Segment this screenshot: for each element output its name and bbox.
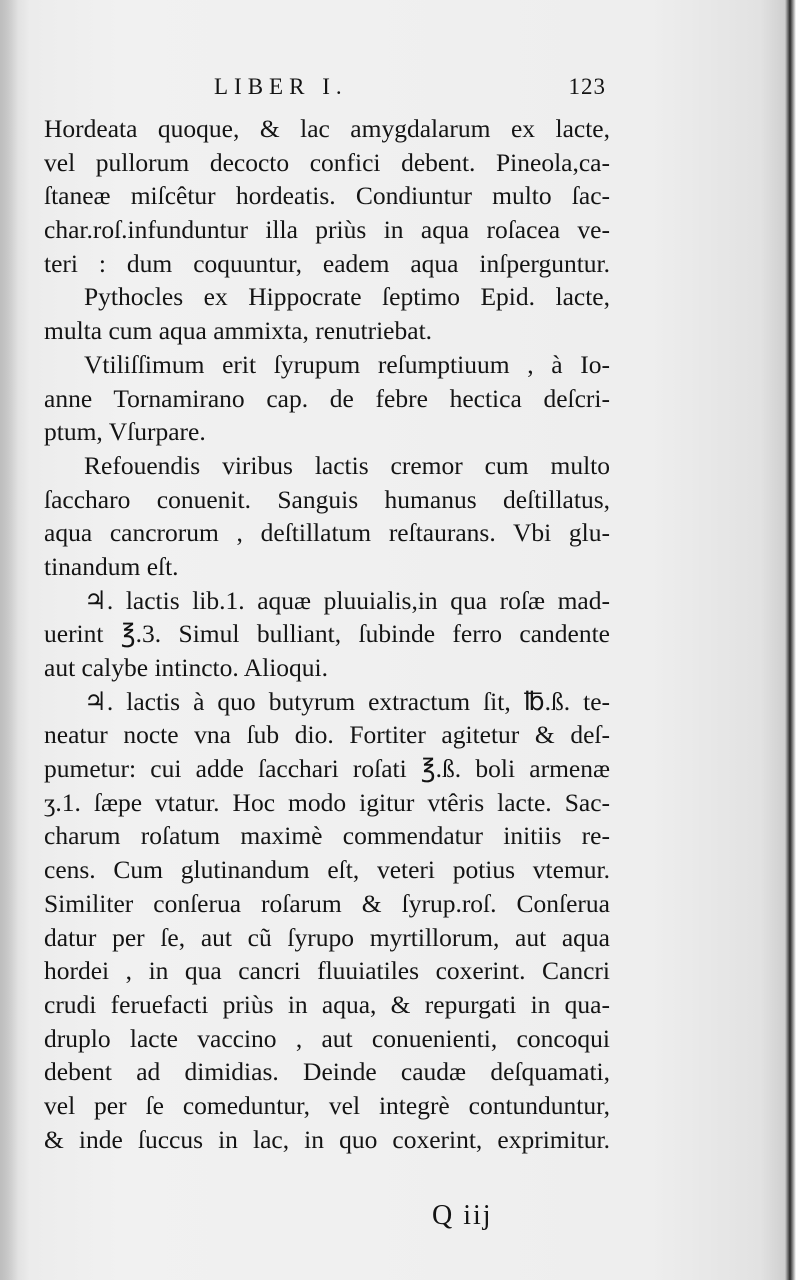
- text-line: vel pullorum decocto confici debent. Pineola,ca-: [44, 147, 610, 177]
- text-line: & inde ſuccus in lac, in quo coxerint, exprimitur.: [44, 1124, 610, 1154]
- running-title: LIBER I.: [214, 74, 348, 99]
- text-line: cens. Cum glutinandum eſt, veteri potius vtemur.: [44, 855, 610, 885]
- text-line: debent ad dimidias. Deinde caudæ deſquamati,: [44, 1057, 610, 1087]
- text-line: Vtiliſſimum erit ſyrupum reſumptiuum , à Io-: [84, 349, 610, 379]
- text-line: hordei , in qua cancri fluuiatiles coxerint. Cancri: [44, 956, 610, 986]
- text-line: char.roſ.infunduntur illa priùs in aqua roſacea ve-: [44, 215, 610, 245]
- text-line: Similiter conſerua roſarum & ſyrup.roſ. Conſerua: [44, 888, 610, 918]
- signature-mark: Q iij: [432, 1200, 493, 1231]
- text-line: ♃. lactis lib.1. aquæ pluuialis,in qua roſæ mad-: [84, 585, 610, 615]
- text-line: tinandum eſt.: [44, 551, 179, 581]
- text-line: datur per ſe, aut cũ ſyrupo myrtillorum, aut aqua: [44, 922, 610, 952]
- text-line: aqua cancrorum , deſtillatum reſtaurans. Vbi glu-: [44, 518, 610, 548]
- text-line: ptum, Vſurpare.: [44, 417, 206, 447]
- text-line: crudi feruefacti priùs in aqua, & repurgati in qua-: [44, 989, 610, 1019]
- text-line: charum roſatum maximè commendatur initiis re-: [44, 821, 610, 851]
- text-line: uerint ℥.3. Simul bulliant, ſubinde ferro candente: [44, 619, 610, 649]
- text-line: ſtaneæ miſcêtur hordeatis. Condiuntur multo ſac-: [44, 181, 610, 211]
- text-line: aut calybe intincto. Alioqui.: [44, 653, 328, 682]
- text-line: multa cum aqua ammixta, renutriebat.: [44, 316, 433, 346]
- text-line: neatur nocte vna ſub dio. Fortiter agitetur & deſ-: [44, 720, 610, 750]
- body-text: [44, 112, 610, 1156]
- text-line: Refouendis viribus lactis cremor cum multo: [84, 450, 610, 480]
- text-line: anne Tornamirano cap. de febre hectica deſcri-: [44, 383, 610, 413]
- text-line: ʒ.1. ſæpe vtatur. Hoc modo igitur vtêris lacte. Sac-: [44, 787, 610, 817]
- text-line: ♃. lactis à quo butyrum extractum ſit, ℔.ß. te-: [84, 686, 610, 716]
- text-line: Hordeata quoque, & lac amygdalarum ex lacte,: [44, 114, 610, 143]
- page-number: 123: [568, 74, 606, 99]
- page-header: [214, 74, 606, 108]
- text-line: teri : dum coquuntur, eadem aqua inſperguntur.: [44, 248, 610, 278]
- gutter-shadow: [0, 0, 18, 1280]
- text-line: druplo lacte vaccino , aut conuenienti, concoqui: [44, 1023, 610, 1053]
- text-line: ſaccharo conuenit. Sanguis humanus deſtillatus,: [44, 484, 610, 514]
- text-line: vel per ſe comeduntur, vel integrè contunduntur,: [44, 1090, 610, 1120]
- text-line: pumetur: cui adde ſacchari roſati ℥.ß. boli armenæ: [44, 754, 610, 784]
- text-line: Pythocles ex Hippocrate ſeptimo Epid. lacte,: [84, 282, 610, 312]
